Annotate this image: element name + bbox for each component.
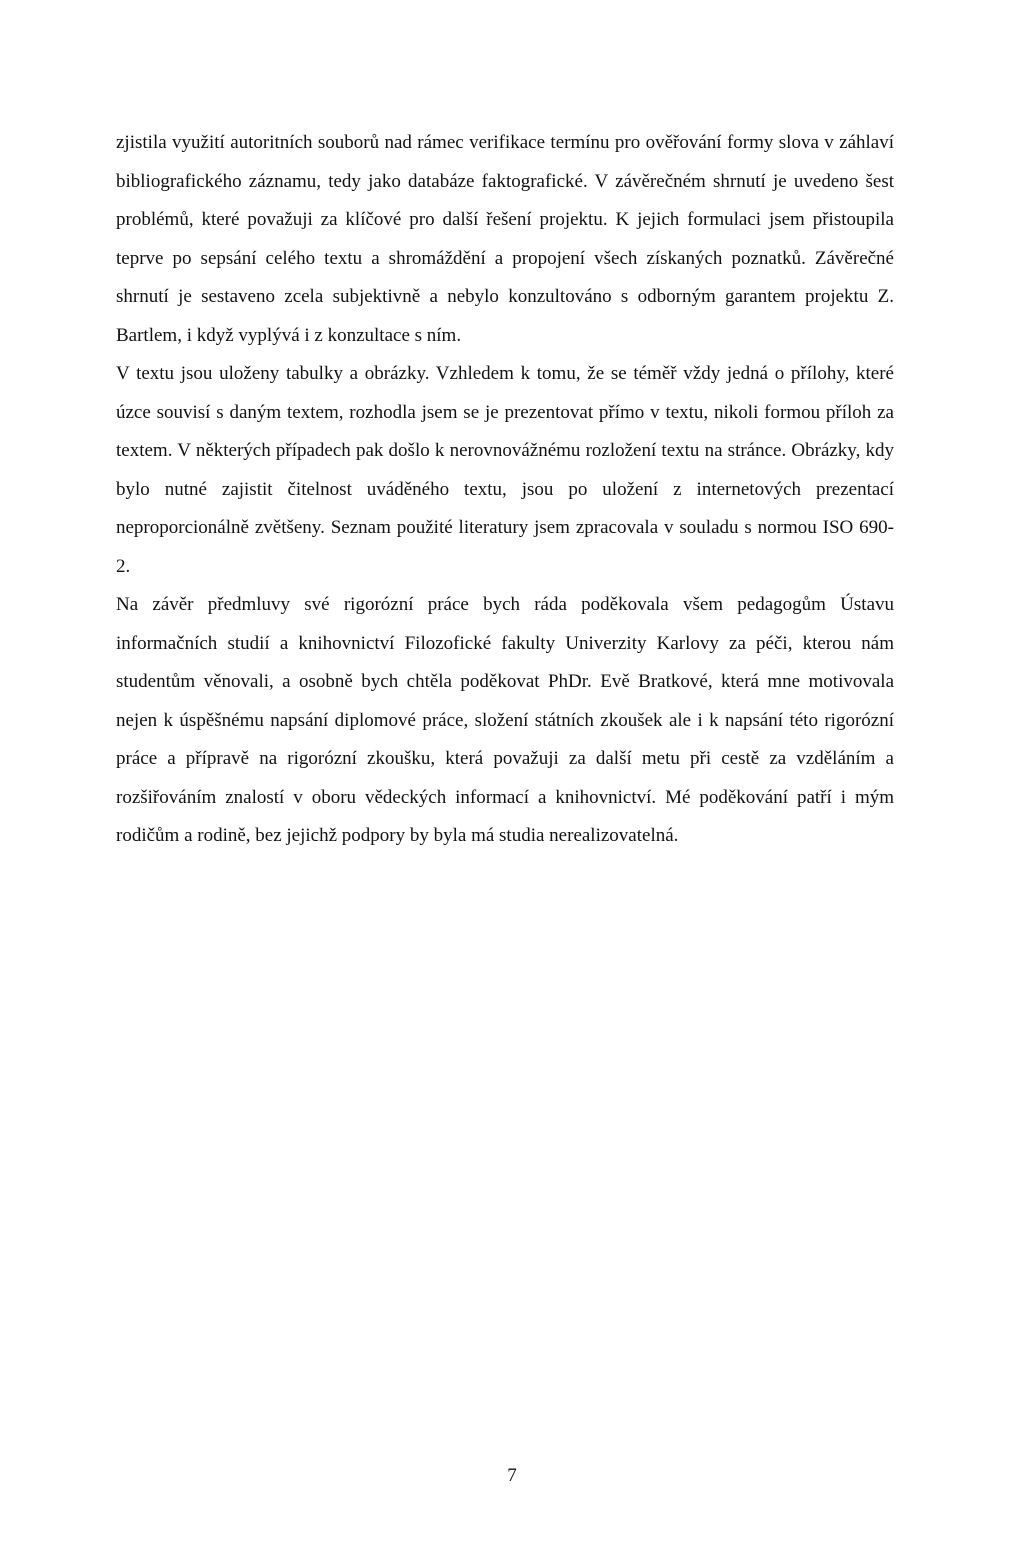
paragraph-tables-figures: V textu jsou uloženy tabulky a obrázky. Vzhledem k tomu, že se téměř vždy jedná o přílohy, které úzce souvisí s daným textem, rozhodla jsem se je prezentovat přímo v textu, nikoli formou příloh za textem. V některých případech pak došlo k nerovnovážnému rozložení textu na stránce. Obrázky, kdy bylo nutné zajistit čitelnost uváděného textu, jsou po uložení z internetových prezentací neproporcionálně zvětšeny. Seznam použité literatury jsem zpracovala v souladu s normou ISO 690-2. <box>116 363 894 577</box>
paragraph-acknowledgements: Na závěr předmluvy své rigorózní práce bych ráda poděkovala všem pedagogům Ústavu informačních studií a knihovnictví Filozofické fakulty Univerzity Karlovy za péči, kterou nám studentům věnovali, a osobně bych chtěla poděkovat PhDr. Evě Bratkové, která mne motivovala nejen k úspěšnému napsání diplomové práce, složení státních zkoušek ale i k napsání této rigorózní práce a přípravě na rigorózní zkoušku, která považuji za další metu při cestě za vzděláním a rozšiřováním znalostí v oboru vědeckých informací a knihovnictví. Mé poděkování patří i mým rodičům a rodině, bez jejichž podpory by byla má studia nerealizovatelná. <box>116 594 894 846</box>
paragraph-preface-summary: zjistila využití autoritních souborů nad rámec verifikace termínu pro ověřování formy slova v záhlaví bibliografického záznamu, tedy jako databáze faktografické. V závěrečném shrnutí je uvedeno šest problémů, které považuji za klíčové pro další řešení projektu. K jejich formulaci jsem přistoupila teprve po sepsání celého textu a shromáždění a propojení všech získaných poznatků. Závěrečné shrnutí je sestaveno zcela subjektivně a nebylo konzultováno s odborným garantem projektu Z. Bartlem, i když vyplývá i z konzultace s ním. <box>116 132 894 346</box>
document-body <box>116 124 894 856</box>
page-number: 7 <box>507 1465 517 1486</box>
